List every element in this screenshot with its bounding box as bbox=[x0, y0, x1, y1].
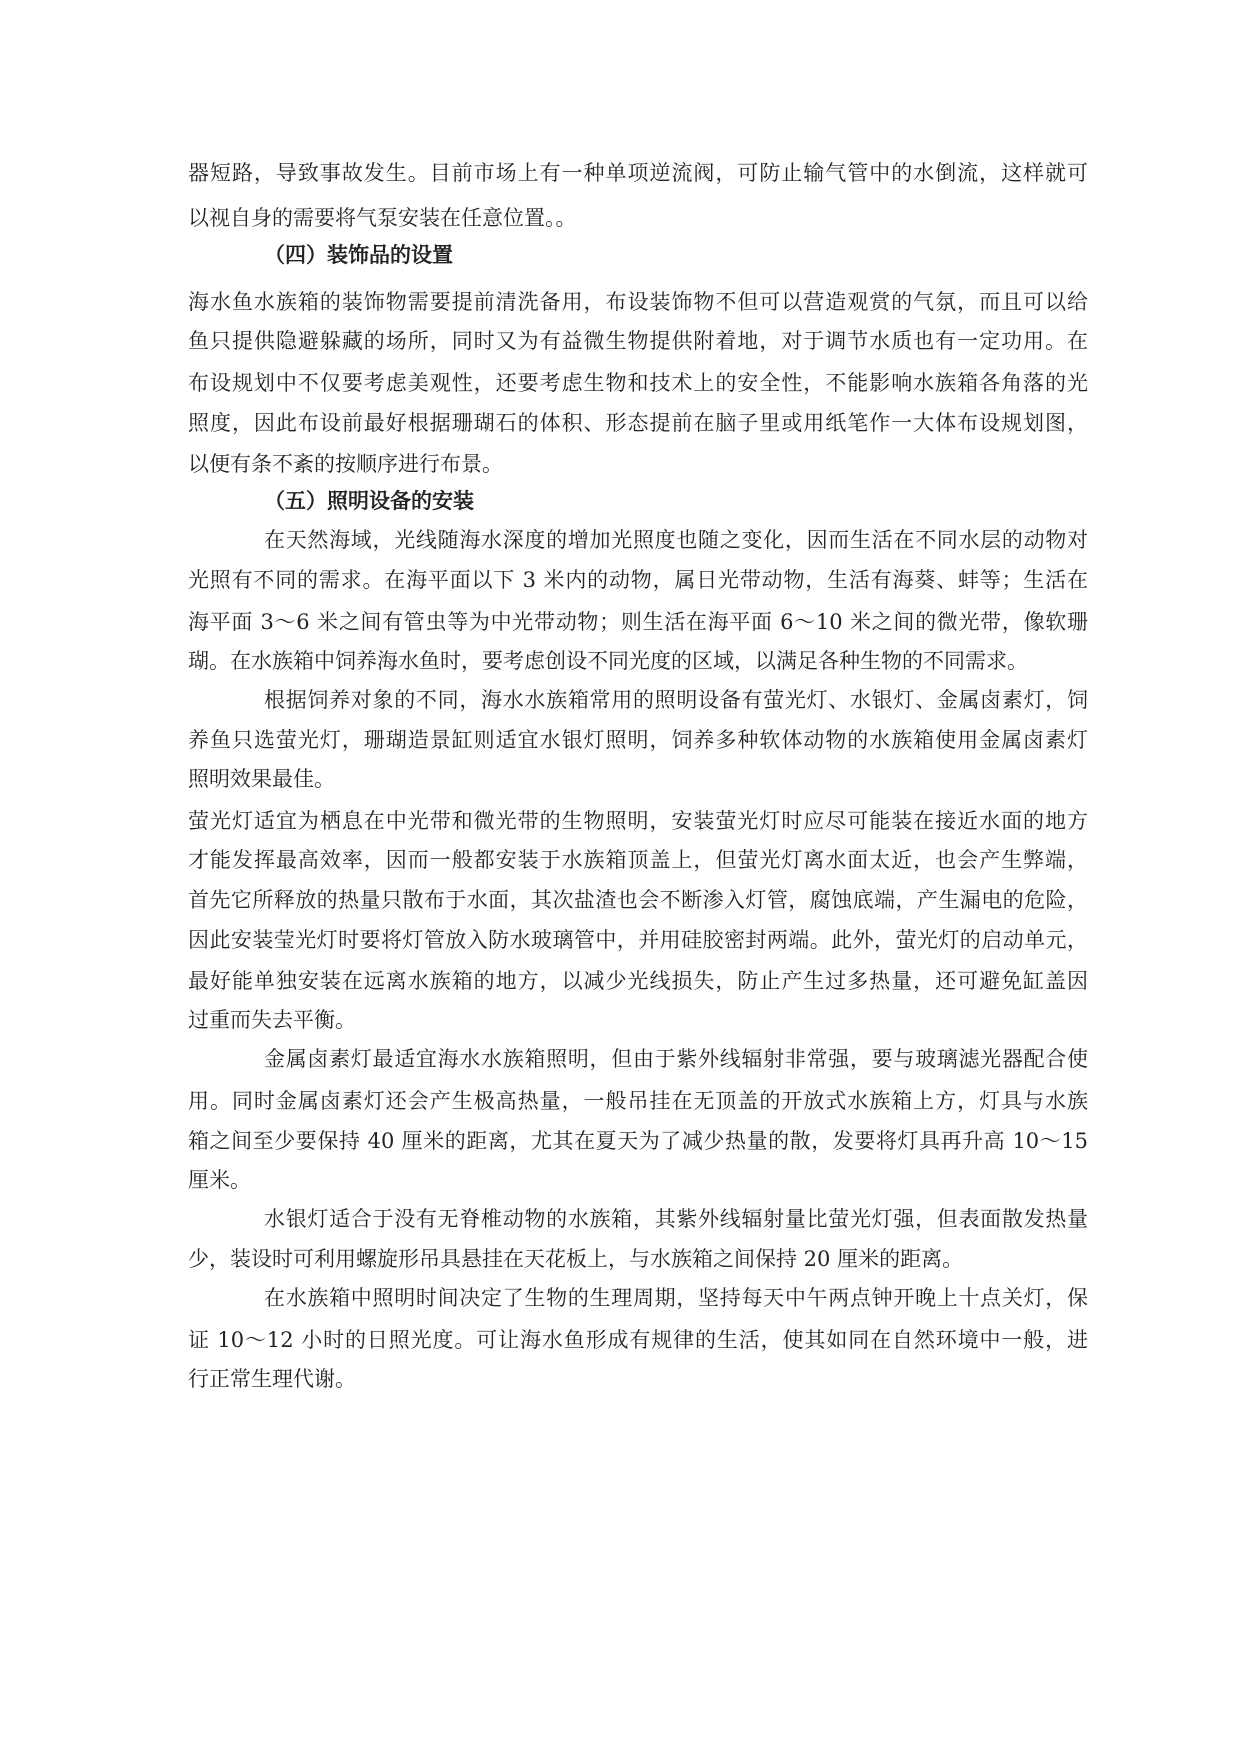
p4-line-0: 萤光灯适宜为栖息在中光带和微光带的生物照明，安装萤光灯时应尽可能装在接近水面的地方 bbox=[188, 809, 1088, 833]
section-heading-4: （四）装饰品的设置 bbox=[264, 243, 453, 267]
p2-line-1: 光照有不同的需求。在海平面以下 3 米内的动物，属日光带动物，生活有海葵、蚌等；生活在 bbox=[188, 568, 1088, 592]
p4-line-2: 首先它所释放的热量只散布于水面，其次盐渣也会不断渗入灯管，腐蚀底端，产生漏电的危险， bbox=[188, 888, 1088, 912]
p2-line-3: 瑚。在水族箱中饲养海水鱼时，要考虑创设不同光度的区域，以满足各种生物的不同需求。 bbox=[188, 649, 1028, 673]
p1-line-1: 鱼只提供隐避躲藏的场所，同时又为有益微生物提供附着地，对于调节水质也有一定功用。在 bbox=[188, 329, 1088, 353]
p3-line-0: 根据饲养对象的不同，海水水族箱常用的照明设备有萤光灯、水银灯、金属卤素灯，饲 bbox=[264, 688, 1088, 712]
p7-line-2: 行正常生理代谢。 bbox=[188, 1367, 356, 1391]
p3-line-2: 照明效果最佳。 bbox=[188, 767, 335, 791]
p2-line-0: 在天然海域，光线随海水深度的增加光照度也随之变化，因而生活在不同水层的动物对 bbox=[264, 528, 1088, 552]
p1-line-2: 布设规划中不仅要考虑美观性，还要考虑生物和技术上的安全性，不能影响水族箱各角落的光 bbox=[188, 371, 1088, 395]
p1-line-3: 照度，因此布设前最好根据珊瑚石的体积、形态提前在脑子里或用纸笔作一大体布设规划图， bbox=[188, 411, 1088, 435]
p5-line-3: 厘米。 bbox=[188, 1168, 251, 1192]
p3-line-1: 养鱼只选萤光灯，珊瑚造景缸则适宜水银灯照明，饲养多种软体动物的水族箱使用金属卤素灯 bbox=[188, 728, 1088, 752]
p4-line-1: 才能发挥最高效率，因而一般都安装于水族箱顶盖上，但萤光灯离水面太近，也会产生弊端， bbox=[188, 848, 1088, 872]
p1-line-0: 海水鱼水族箱的装饰物需要提前清洗备用，布设装饰物不但可以营造观赏的气氛，而且可以给 bbox=[188, 290, 1088, 314]
p5-line-2: 箱之间至少要保持 40 厘米的距离，尤其在夏天为了减少热量的散，发要将灯具再升高 10～15 bbox=[188, 1129, 1088, 1153]
p0-line-1: 以视自身的需要将气泵安装在任意位置。。 bbox=[188, 206, 577, 230]
p6-line-0: 水银灯适合于没有无脊椎动物的水族箱，其紫外线辐射量比萤光灯强，但表面散发热量 bbox=[264, 1207, 1088, 1231]
p5-line-1: 用。同时金属卤素灯还会产生极高热量，一般吊挂在无顶盖的开放式水族箱上方，灯具与水族 bbox=[188, 1089, 1088, 1113]
p4-line-5: 过重而失去平衡。 bbox=[188, 1008, 356, 1032]
p5-line-0: 金属卤素灯最适宜海水水族箱照明，但由于紫外线辐射非常强，要与玻璃滤光器配合使 bbox=[264, 1047, 1088, 1071]
p7-line-1: 证 10～12 小时的日照光度。可让海水鱼形成有规律的生活，使其如同在自然环境中一般，进 bbox=[188, 1328, 1088, 1352]
p4-line-3: 因此安装莹光灯时要将灯管放入防水玻璃管中，并用硅胶密封两端。此外，萤光灯的启动单元， bbox=[188, 928, 1088, 952]
p2-line-2: 海平面 3～6 米之间有管虫等为中光带动物；则生活在海平面 6～10 米之间的微光带，像软珊 bbox=[188, 610, 1088, 634]
p4-line-4: 最好能单独安装在远离水族箱的地方，以减少光线损失，防止产生过多热量，还可避免缸盖因 bbox=[188, 969, 1088, 993]
p7-line-0: 在水族箱中照明时间决定了生物的生理周期，坚持每天中午两点钟开晚上十点关灯，保 bbox=[264, 1286, 1088, 1310]
section-heading-5: （五）照明设备的安装 bbox=[264, 489, 474, 513]
p0-line-0: 器短路，导致事故发生。目前市场上有一种单项逆流阀，可防止输气管中的水倒流，这样就可 bbox=[188, 161, 1088, 185]
p1-line-4: 以便有条不紊的按顺序进行布景。 bbox=[188, 452, 503, 476]
p6-line-1: 少，装设时可利用螺旋形吊具悬挂在天花板上，与水族箱之间保持 20 厘米的距离。 bbox=[188, 1247, 964, 1271]
